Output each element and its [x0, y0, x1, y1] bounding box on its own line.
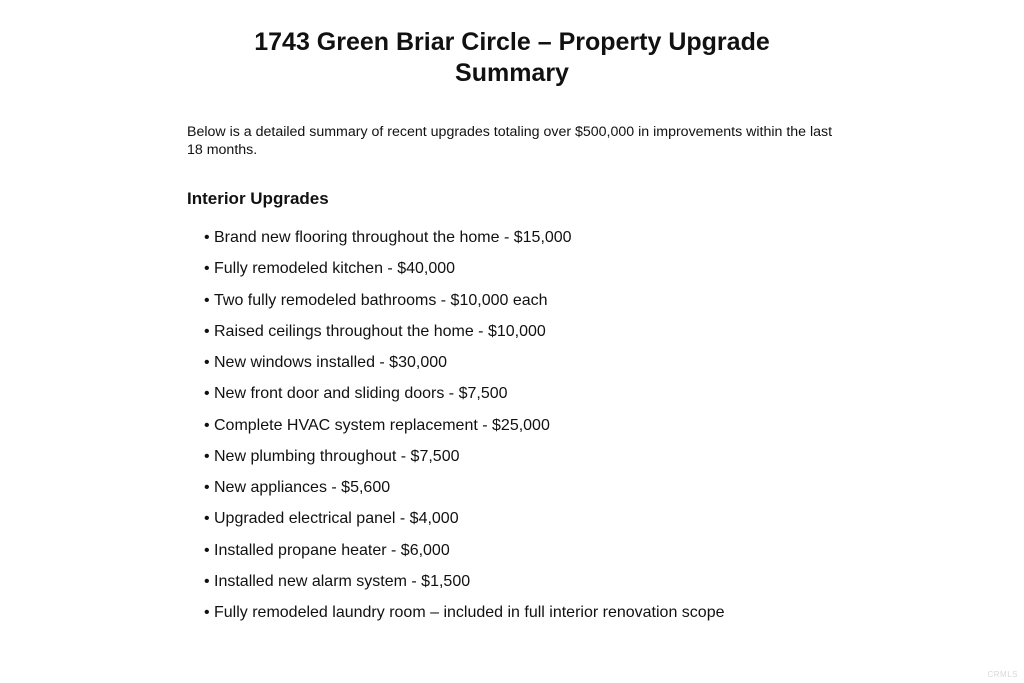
bullet-icon: •	[204, 604, 210, 621]
list-item	[204, 258, 725, 289]
bullet-icon: •	[204, 416, 210, 434]
bullet-icon: •	[204, 385, 210, 403]
list-item-text: New appliances - $5,600	[214, 479, 391, 496]
page-title	[0, 27, 1024, 89]
list-item	[204, 446, 725, 477]
bullet-icon: •	[204, 510, 210, 528]
list-item-text: Complete HVAC system replacement - $25,000	[214, 416, 550, 434]
list-item	[204, 571, 725, 602]
bullet-icon: •	[204, 572, 210, 590]
section-heading-interior-upgrades: Interior Upgrades	[187, 189, 329, 208]
bullet-icon: •	[204, 541, 210, 559]
intro-paragraph	[187, 123, 847, 159]
list-item-text: New plumbing throughout - $7,500	[214, 447, 460, 465]
list-item-text: New windows installed - $30,000	[214, 354, 448, 371]
bullet-icon: •	[204, 229, 210, 246]
list-item	[204, 508, 725, 539]
list-item-text: Upgraded electrical panel - $4,000	[214, 510, 459, 528]
list-item-text: Raised ceilings throughout the home - $10,000	[214, 322, 546, 340]
list-item-text: Brand new flooring throughout the home - $15,000	[214, 229, 572, 246]
intro-line-1: Below is a detailed summary of recent upgrades totaling over $500,000 in improvements within the last	[187, 124, 833, 140]
list-item	[204, 227, 725, 258]
list-item	[204, 415, 725, 446]
list-item-text: Fully remodeled laundry room – included in full interior renovation scope	[214, 604, 725, 621]
list-item	[204, 321, 725, 352]
list-item-text: Installed new alarm system - $1,500	[214, 572, 471, 590]
upgrade-list	[204, 227, 725, 633]
list-item	[204, 602, 725, 633]
bullet-icon: •	[204, 354, 210, 371]
intro-line-2: 18 months.	[187, 142, 258, 158]
list-item-text: Installed propane heater - $6,000	[214, 541, 450, 559]
watermark: CRMLS	[987, 670, 1018, 679]
list-item-text: Two fully remodeled bathrooms - $10,000 each	[214, 291, 548, 309]
list-item-text: New front door and sliding doors - $7,500	[214, 385, 508, 403]
list-item	[204, 540, 725, 571]
page-title-line-1: 1743 Green Briar Circle – Property Upgrade	[254, 28, 770, 56]
bullet-icon: •	[204, 479, 210, 496]
bullet-icon: •	[204, 322, 210, 340]
bullet-icon: •	[204, 291, 210, 309]
list-item	[204, 477, 725, 508]
page-title-line-2: Summary	[455, 59, 569, 87]
list-item	[204, 290, 725, 321]
list-item	[204, 383, 725, 414]
bullet-icon: •	[204, 447, 210, 465]
bullet-icon: •	[204, 260, 210, 278]
list-item-text: Fully remodeled kitchen - $40,000	[214, 260, 456, 278]
list-item	[204, 352, 725, 383]
